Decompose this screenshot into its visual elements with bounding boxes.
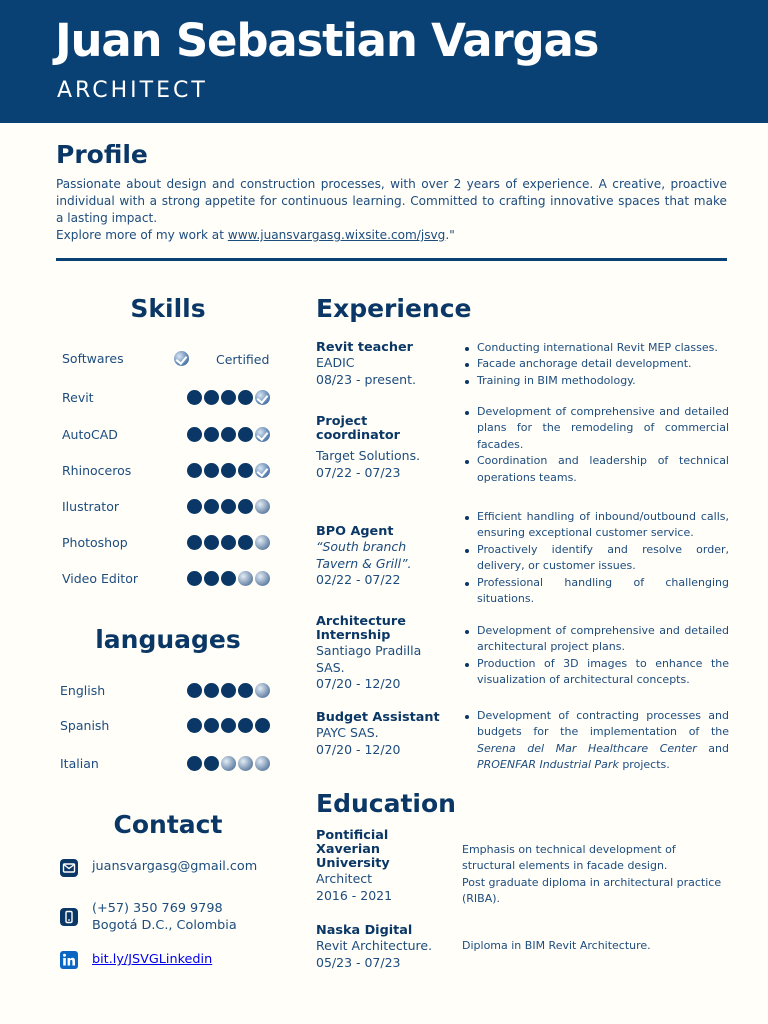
rating-dot-full [255,718,270,733]
phone-number[interactable]: (+57) 350 769 9798 [92,901,223,916]
language-rating [187,683,270,698]
phone-text [92,900,237,934]
language-row-italian [60,754,275,774]
rating-dot-full [187,427,202,442]
city-text: Bogotá D.C., Colombia [92,918,237,933]
rating-dot-partial [255,535,270,550]
bullet-item: Proactively identify and resolve order, delivery, or customer issues. [465,542,729,575]
person-role: ARCHITECT [57,78,208,103]
skill-rating [187,535,270,550]
rating-dot-full [238,535,253,550]
rating-dot-full [238,463,253,478]
degree: Architect [316,871,373,886]
language-rating [187,756,270,771]
job-org: EADIC [316,355,355,370]
rating-dot-full [204,463,219,478]
rating-dot-full [238,683,253,698]
job-budget-assistant [316,711,456,758]
school-name: Pontificial Xaverian University [316,828,390,871]
skill-rating [187,571,270,586]
bullet-item: Training in BIM methodology. [465,373,729,389]
profile-heading: Profile [56,140,148,169]
education-heading: Education [316,789,456,818]
header-banner [0,0,768,123]
rating-dot-full [187,499,202,514]
linkedin-link[interactable]: bit.ly/JSVGLinkedin [92,952,213,967]
edu-desc-line: Post graduate diploma in architectural practice (RIBA). [462,875,722,906]
edu-desc-line: Diploma in BIM Revit Architecture. [462,939,651,952]
section-divider [56,258,727,261]
education-xaverian [316,829,456,904]
rating-dot-full [187,756,202,771]
rating-dot-full [204,683,219,698]
rating-dot-full [187,683,202,698]
rating-dot-full [187,718,202,733]
job-project-coordinator [316,415,456,481]
bullet-text: Development of contracting processes and budgets for the implementation of the [477,709,729,739]
bullet-item: Professional handling of challenging situations. [465,575,729,608]
job-bullets [465,509,729,607]
rating-dot-full [238,499,253,514]
rating-dot-full [204,718,219,733]
rating-dot-full [204,756,219,771]
profile-text [56,176,727,244]
rating-dot-full [204,571,219,586]
bullet-item [465,708,729,774]
bullet-item: Development of comprehensive and detailed plans for the remodeling of commercial facades. [465,404,729,453]
education-description [462,938,730,954]
job-bullets [465,340,729,389]
skill-rating [187,499,270,514]
rating-dot-full [204,390,219,405]
rating-dot-full [238,427,253,442]
job-bullets [465,708,729,774]
degree: Revit Architecture. [316,938,433,953]
job-dates: 07/22 - 07/23 [316,464,401,480]
project-name: PROENFAR Industrial Park [477,758,619,772]
rating-dot-full [238,390,253,405]
contact-heading: Contact [113,810,223,839]
rating-dot-full [221,499,236,514]
bullet-item: Conducting international Revit MEP classes. [465,340,729,356]
job-org: Target Solutions. [316,448,421,463]
rating-dot-partial [238,571,253,586]
language-label: Italian [60,756,99,771]
experience-heading: Experience [316,294,472,323]
edu-dates: 05/23 - 07/23 [316,954,401,970]
bullet-text: projects. [618,758,670,772]
job-title: Budget Assistant [316,710,440,725]
language-row-english [60,681,275,701]
languages-heading: languages [95,625,241,654]
job-org: “South branch Tavern & Grill”. [316,539,412,571]
email-text[interactable]: juansvargasg@gmail.com [92,859,258,874]
job-dates: 02/22 - 07/22 [316,572,401,587]
phone-icon [60,908,78,926]
job-architecture-internship [316,615,456,693]
skill-label: Video Editor [62,571,138,586]
skill-row-video-editor [62,569,277,589]
job-bullets [465,623,729,689]
rating-dot-full [221,718,236,733]
bullet-item: Efficient handling of inbound/outbound calls, ensuring exceptional customer service. [465,509,729,542]
school-name: Naska Digital [316,923,413,938]
job-dates: 07/20 - 12/20 [316,676,401,691]
language-label: English [60,683,106,698]
rating-dot-full [238,718,253,733]
job-bullets [465,404,729,486]
rating-dot-full [187,463,202,478]
skill-label: AutoCAD [62,427,118,442]
rating-dot-full [221,535,236,550]
rating-dot-full [221,571,236,586]
rating-dot-full [221,463,236,478]
project-name: Serena del Mar Healthcare Center [477,741,697,755]
skill-rating [187,390,270,405]
skill-row-revit [62,388,277,408]
rating-dot-partial [238,756,253,771]
skill-rating [187,427,270,442]
job-dates: 07/20 - 12/20 [316,741,401,757]
job-title: Architecture Internship [316,614,406,643]
rating-dot-full [204,427,219,442]
skill-label: Revit [62,390,94,405]
job-org: PAYC SAS. [316,725,379,740]
education-description [462,842,730,908]
bullet-item: Development of comprehensive and detailed architectural project plans. [465,623,729,656]
job-title: Project coordinator [316,414,400,443]
profile-summary: Passionate about design and construction processes, with over 2 years of experience. A creative, proactive individual with a strong appetite for continuous learning. Committed to crafting innovative spaces that make a lasting impact. [56,177,727,225]
person-name: Juan Sebastian Vargas [55,14,599,67]
softwares-header-row [62,349,277,369]
rating-dot-full [221,427,236,442]
job-title: BPO Agent [316,524,394,539]
rating-dot-full [221,683,236,698]
bullet-text: and [696,741,729,755]
edu-dates: 2016 - 2021 [316,887,393,903]
edu-desc-line: Emphasis on technical development of structural elements in facade design. [462,843,676,873]
rating-dot-partial [255,756,270,771]
skill-label: Ilustrator [62,499,119,514]
rating-dot-full [204,535,219,550]
rating-dot-full [221,390,236,405]
job-dates: 08/23 - present. [316,371,416,387]
certified-label: Certified [216,352,270,367]
rating-dot-partial [255,571,270,586]
rating-dot-full [187,390,202,405]
job-bpo-agent [316,525,456,589]
email-icon [60,859,78,877]
rating-dot-full [204,499,219,514]
softwares-label: Softwares [62,351,124,366]
job-org: Santiago Pradilla SAS. [316,643,422,675]
job-title: Revit teacher [316,340,413,355]
portfolio-link[interactable]: www.juansvargasg.wixsite.com/jsvg [227,228,446,242]
certified-badge-icon [174,351,189,366]
skill-rating [187,463,270,478]
education-naska [316,924,456,971]
job-revit-teacher [316,341,456,388]
skill-row-illustrator [62,497,277,517]
language-rating [187,718,270,733]
rating-dot-full [187,535,202,550]
skill-row-photoshop [62,533,277,553]
rating-dot-partial [221,756,236,771]
bullet-item: Facade anchorage detail development. [465,356,729,372]
skill-row-rhinoceros [62,461,277,481]
certified-check-icon [255,427,270,442]
language-row-spanish [60,716,275,736]
skill-label: Photoshop [62,535,128,550]
certified-check-icon [255,463,270,478]
bullet-item: Coordination and leadership of technical operations teams. [465,453,729,486]
certified-check-icon [255,390,270,405]
skills-heading: Skills [130,294,206,323]
bullet-item: Production of 3D images to enhance the visualization of architectural concepts. [465,656,729,689]
rating-dot-full [187,571,202,586]
skill-label: Rhinoceros [62,463,132,478]
rating-dot-partial [255,499,270,514]
linkedin-icon [60,951,78,969]
language-label: Spanish [60,718,110,733]
explore-prefix: Explore more of my work at [56,228,228,242]
explore-suffix: ." [445,228,455,242]
skill-row-autocad [62,425,277,445]
rating-dot-partial [255,683,270,698]
